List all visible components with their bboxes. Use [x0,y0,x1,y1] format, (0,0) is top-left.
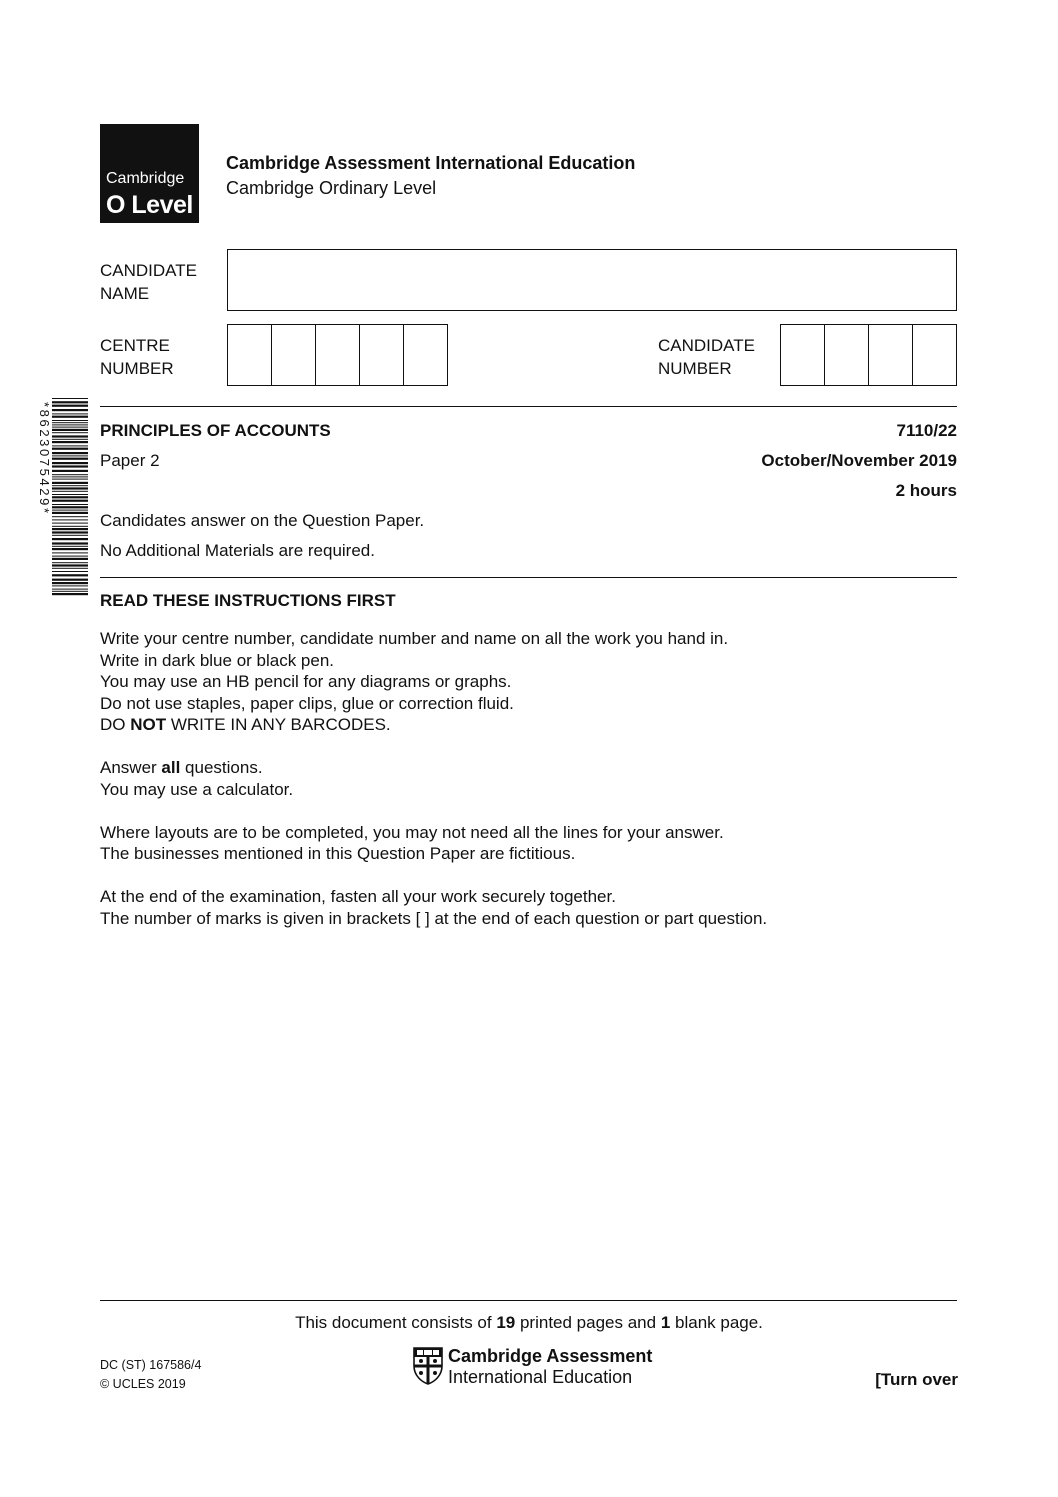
centre-number-boxes[interactable] [227,324,448,386]
barcode-graphic [30,396,90,600]
barcode-bar [52,506,88,508]
barcode-bar [52,535,88,536]
candidate-number-cell[interactable] [825,325,869,385]
barcode-bar [52,510,88,511]
barcode-bar [52,582,88,584]
candidate-name-box[interactable] [227,249,957,311]
barcode-bar [52,526,88,527]
barcode-bar [52,523,88,524]
instruction-line: Where layouts are to be completed, you may not need all the lines for your answer. [100,822,724,842]
candidate-number-cell[interactable] [913,325,956,385]
barcode-bar [52,558,88,560]
barcode-bar [52,401,88,403]
barcode-bar [52,496,88,498]
barcode-bar [52,439,88,440]
university-shield-icon [412,1346,444,1386]
centre-number-cell[interactable] [228,325,272,385]
barcode-bar [52,552,88,553]
barcode-bar [52,432,88,433]
barcode-bar [52,574,88,576]
candidate-number-boxes[interactable] [780,324,957,386]
instruction-line-barcodes [100,715,391,734]
instruction-line: Write your centre number, candidate number and name on all the work you hand in. [100,629,729,648]
barcode-bar [52,562,88,563]
centre-number-label [100,334,174,380]
centre-number-cell[interactable] [272,325,316,385]
instruction-emphasis: all [161,758,181,777]
candidate-number-label [658,334,755,380]
instruction-text: questions. [180,758,263,777]
page-count-text: blank page. [670,1313,763,1332]
instruction-line: The businesses mentioned in this Question Paper are fictitious. [100,844,576,863]
printed-page-count: 19 [496,1313,516,1332]
barcode-bar [52,398,88,399]
barcode-bar [52,405,88,407]
barcode-bar [52,568,88,569]
barcode-bar [52,424,88,425]
barcode-text: *8623075429* [37,402,52,516]
subject-title: PRINCIPLES OF ACCOUNTS [100,421,331,440]
barcode-bar [52,420,88,421]
barcode-bar [52,589,88,590]
barcode-bar [52,435,88,437]
exam-duration: 2 hours [895,481,957,500]
instructions-heading: READ THESE INSTRUCTIONS FIRST [100,591,396,610]
syllabus-code: 7110/22 [896,421,957,440]
barcode-bar [52,416,88,418]
barcode-bar [52,538,88,540]
barcode-bar [52,487,88,489]
answer-note: Candidates answer on the Question Paper. [100,511,425,530]
centre-number-label-line-1: CENTRE [100,336,170,355]
instruction-line: Do not use staples, paper clips, glue or correction fluid. [100,693,514,713]
candidate-name-label-line-1: CANDIDATE [100,261,197,280]
barcode-bar [52,482,88,484]
instruction-text: DO [100,715,131,734]
barcode-bar [52,409,88,411]
barcode-bar [52,593,88,595]
barcode-bar [52,465,88,467]
instructions-body [100,628,767,951]
barcode-bar [52,512,88,514]
barcode-bar [52,591,88,592]
barcode [30,396,90,600]
candidate-name-label-line-2: NAME [100,284,150,303]
barcode-bar [52,548,88,550]
candidate-number-cell[interactable] [781,325,825,385]
organisation-name: Cambridge Assessment International Education [226,153,636,173]
instruction-line-answer [100,758,263,777]
instruction-line: At the end of the examination, fasten all your work securely together. [100,887,616,906]
barcode-bar [52,455,88,456]
instruction-line: The number of marks is given in brackets [ ] at the end of each question or part question. [100,908,768,928]
barcode-bar [52,579,88,581]
centre-number-label-line-2: NUMBER [100,359,174,378]
document-code: DC (ST) 167586/4 [100,1358,202,1372]
barcode-bar [52,500,88,502]
barcode-bar [52,542,88,544]
blank-page-count: 1 [660,1313,671,1332]
barcode-bar [52,413,88,414]
barcode-bar [52,470,88,472]
page-count-text: This document consists of [295,1313,497,1332]
instruction-line: Write in dark blue or black pen. [100,650,335,670]
barcode-bar [52,564,88,566]
barcode-bar [52,452,88,454]
barcode-bar [52,485,88,486]
instruction-line: You may use a calculator. [100,779,294,799]
barcode-bar [52,448,88,450]
barcode-bar [52,556,88,557]
divider [100,577,957,578]
barcode-bar [52,491,88,492]
candidate-number-cell[interactable] [869,325,913,385]
instructions-block-1 [100,628,767,736]
logo-line-1: Cambridge [106,170,185,187]
divider [100,406,957,407]
barcode-bar [52,462,88,464]
cambridge-o-level-logo [100,124,199,223]
barcode-bar [52,585,88,586]
barcode-bar [52,445,88,446]
barcode-bar [52,494,88,495]
footer-divider [100,1300,957,1301]
barcode-bar [52,519,88,520]
candidate-name-label [100,259,197,305]
instruction-text: WRITE IN ANY BARCODES. [166,715,391,734]
materials-note: No Additional Materials are required. [100,541,375,560]
qualification-name: Cambridge Ordinary Level [226,178,437,198]
exam-session: October/November 2019 [761,451,957,470]
candidate-number-label-line-2: NUMBER [658,359,732,378]
barcode-bar [52,458,88,460]
brand-line-1: Cambridge Assessment [448,1346,653,1366]
instructions-block-2 [100,757,767,800]
barcode-bar [52,516,88,517]
page-count-text: printed pages and [515,1313,661,1332]
logo-line-2: O Level [106,191,193,219]
turn-over-note: [Turn over [875,1370,958,1389]
page-count-note [0,1313,1058,1333]
barcode-bar [52,422,88,423]
barcode-bar [52,429,88,431]
document-codes [100,1356,201,1394]
barcode-bar [52,528,88,530]
barcode-bar [52,571,88,572]
barcode-bar [52,441,88,443]
brand-line-2: International Education [448,1367,633,1387]
barcode-bar [52,479,88,480]
instructions-block-3 [100,822,767,865]
barcode-bar [52,546,88,547]
centre-number-cell[interactable] [404,325,447,385]
copyright-notice: © UCLES 2019 [100,1377,186,1391]
paper-number: Paper 2 [100,451,160,470]
barcode-bar [52,531,88,533]
instruction-emphasis: NOT [130,715,167,734]
instructions-block-4 [100,886,767,929]
barcode-bar [52,474,88,475]
instruction-line: You may use an HB pencil for any diagrams or graphs. [100,672,512,691]
instruction-text: Answer [100,758,162,777]
barcode-bar [52,504,88,505]
centre-number-cell[interactable] [360,325,404,385]
candidate-number-label-line-1: CANDIDATE [658,336,755,355]
centre-number-cell[interactable] [316,325,360,385]
barcode-bar [52,427,88,428]
barcode-bar [52,476,88,477]
